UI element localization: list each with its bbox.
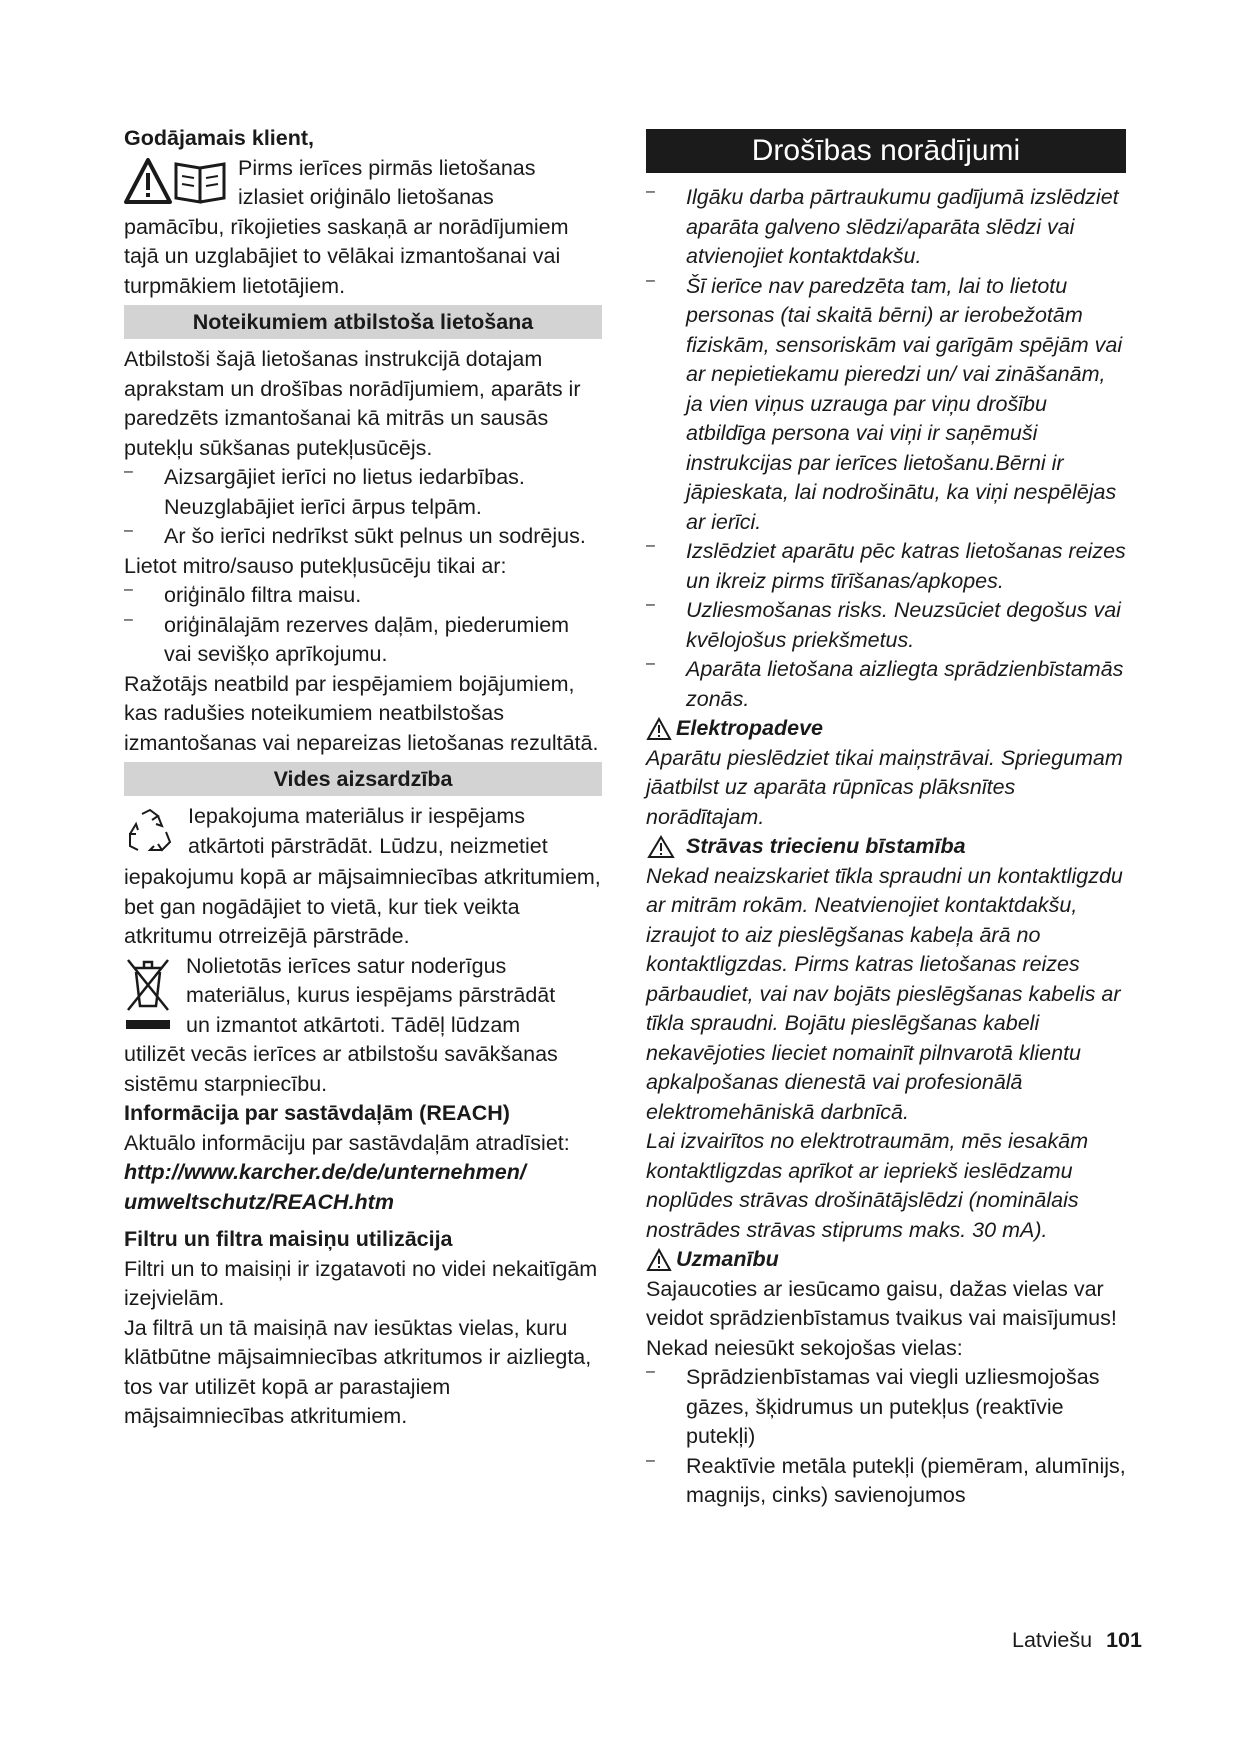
- recycle-text: iepakojumu kopā ar mājsaimniecības atkritumiem, bet gan nogādājiet to vietā, kur tiek veikta atkritumu otrreizējā pārstrāde.: [124, 865, 601, 948]
- weee-line-3: un izmantot atkārtoti. Tādēļ lūdzam: [186, 1012, 521, 1037]
- intro-text: pamācību, rīkojieties saskaņā ar norādījumiem tajā un uzglabājiet to vēlākai izmantošanai vai turpmākiem lietotājiem.: [124, 214, 569, 298]
- recycling-block: [124, 802, 602, 863]
- section-title-safety: Drošības norādījumi: [646, 129, 1126, 173]
- weee-text: utilizēt vecās ierīces ar atbilstošu savākšanas sistēmu starpniecību.: [124, 1042, 558, 1096]
- list-item: – Sprādzienbīstamas vai viegli uzliesmojošas gāzes, šķidrumus un putekļus (reaktīvie putekļi): [646, 1363, 1100, 1448]
- reach-heading: Informācija par sastāvdaļām (REACH): [124, 1101, 510, 1125]
- list-item: – oriģinālo filtra maisu.: [124, 581, 362, 607]
- electric-shock-text-2: Lai izvairītos no elektrotraumām, mēs iesakām kontaktligzdas aprīkot ar iepriekš ieslēdzamu noplūdes strāvas drošinātājslēdzi (nominālais nostrādes strāvas stiprums maks. 30 mA).: [646, 1129, 1089, 1242]
- greeting: Godājamais klient,: [124, 126, 314, 150]
- intended-use-paragraph: Atbilstoši šajā lietošanas instrukcijā dotajam aprakstam un drošības norādījumiem, aparāts ir paredzēts izmantošanai kā mitrās un sausās putekļu sūkšanas putekļusūcējs.: [124, 347, 581, 460]
- section-title-environment: Vides aizsardzība: [124, 762, 602, 796]
- left-column: [124, 124, 602, 1432]
- recycle-icon: [124, 806, 176, 863]
- electric-supply-text: Aparātu pieslēdziet tikai maiņstrāvai. Spriegumam jāatbilst uz aparāta rūpnīcas plāksnītes norādītajam.: [646, 745, 1123, 829]
- list-item: – Reaktīvie metāla putekļi (piemēram, alumīnijs, magnijs, cinks) savienojumos: [646, 1451, 1126, 1507]
- recycle-line-2: atkārtoti pārstrādāt. Lūdzu, neizmetiet: [188, 833, 548, 858]
- reach-url-line-2[interactable]: umweltschutz/REACH.htm: [124, 1189, 394, 1214]
- crossed-bin-icon: [124, 954, 172, 1039]
- warning-icon: [646, 835, 676, 859]
- intended-use-paragraph-2: Lietot mitro/sauso putekļusūcēju tikai ar:: [124, 553, 507, 578]
- list-item: – Aparāta lietošana aizliegta sprādzienbīstamās zonās.: [646, 655, 1124, 711]
- warning-icon: [646, 1248, 672, 1272]
- right-column: [646, 124, 1126, 1511]
- weee-line-1: Nolietotās ierīces satur noderīgus: [186, 953, 507, 978]
- electric-shock-heading: Strāvas triecienu bīstamība: [646, 832, 1126, 862]
- list-item: – Ar šo ierīci nedrīkst sūkt pelnus un sodrējus.: [124, 522, 586, 548]
- electric-shock-text: Nekad neaizskariet tīkla spraudni un kontaktligzdu ar mitrām rokām. Neatvienojiet kontaktdakšu, izraujot to aiz pieslēgšanas kabeļa ārā no kontaktligzdas. Pirms katras lietošanas reizes pārbaudiet, vai nav bojāts pieslēgšanas kabelis ar tīkla spraudni. Bojātu pieslēgšanas kabeli nekavējoties lieciet nomainīt pilnvarotā klientu apkalpošanas dienestā vai profesionālā elektromehāniskā darbnīcā.: [646, 863, 1123, 1124]
- intro-block: [124, 154, 602, 213]
- list-item: – Aizsargājiet ierīci no lietus iedarbības. Neuzglabājiet ierīci ārpus telpām.: [124, 463, 525, 519]
- warning-manual-icon: [124, 156, 230, 211]
- filter-disposal-heading: Filtru un filtra maisiņu utilizācija: [124, 1227, 453, 1251]
- list-item: – oriģinālajām rezerves daļām, piederumiem vai sevišķo aprīkojumu.: [124, 610, 570, 666]
- list-item: – Šī ierīce nav paredzēta tam, lai to lietotu personas (tai skaitā bērni) ar ierobežotām fiziskām, sensoriskām vai garīgām spējām vai ar nepietiekamu pieredzi un/ vai zināšanām, ja vien viņus uzrauga par viņu drošību atbildīga persona vai viņi ir saņēmuši instrukcijas par ierīces lietošanu.Bērni ir jāpieskata, lai nodrošinātu, ka viņi nespēlējas ar ierīci.: [646, 271, 1123, 534]
- list-item: – Ilgāku darba pārtraukumu gadījumā izslēdziet aparāta galveno slēdzi/aparāta slēdzi vai atvienojiet kontaktdakšu.: [646, 183, 1119, 268]
- intro-line-1: Pirms ierīces pirmās lietošanas: [238, 155, 536, 180]
- reach-url-line-1[interactable]: http://www.karcher.de/de/unternehmen/: [124, 1160, 526, 1184]
- warning-icon: [646, 717, 672, 741]
- list-item: – Uzliesmošanas risks. Neuzsūciet degošus vai kvēlojošus priekšmetus.: [646, 596, 1121, 652]
- filter-disposal-paragraph-1: Filtri un to maisiņi ir izgatavoti no videi nekaitīgām izejvielām.: [124, 1256, 598, 1310]
- page-footer: [1012, 1625, 1142, 1655]
- weee-block: [124, 952, 602, 1041]
- manufacturer-liability-paragraph: Ražotājs neatbild par iespējamiem bojājumiem, kas radušies noteikumiem neatbilstošas izmantošanas vai nepareizas lietošanas rezultātā.: [124, 671, 599, 755]
- intro-line-2: izlasiet oriģinālo lietošanas: [238, 185, 494, 209]
- caution-heading: Uzmanību: [646, 1245, 1126, 1275]
- filter-disposal-paragraph-2: Ja filtrā un tā maisiņā nav iesūktas vielas, kuru klātbūtne mājsaimniecības atkritumos ir aizliegta, tos var utilizēt kopā ar parastajiem mājsaimniecības atkritumiem.: [124, 1315, 592, 1428]
- footer-language: Latviešu: [1012, 1628, 1093, 1652]
- electric-supply-heading: Elektropadeve: [646, 714, 1126, 744]
- section-title-intended-use: Noteikumiem atbilstoša lietošana: [124, 305, 602, 339]
- list-item: – Izslēdziet aparātu pēc katras lietošanas reizes un ikreiz pirms tīrīšanas/apkopes.: [646, 537, 1126, 593]
- reach-text: Aktuālo informāciju par sastāvdaļām atradīsiet:: [124, 1130, 570, 1155]
- caution-paragraph-2: Nekad neiesūkt sekojošas vielas:: [646, 1335, 963, 1360]
- weee-line-2: materiālus, kurus iespējams pārstrādāt: [186, 983, 556, 1007]
- page-number: 101: [1106, 1628, 1142, 1652]
- caution-paragraph-1: Sajaucoties ar iesūcamo gaisu, dažas vielas var veidot sprādzienbīstamus tvaikus vai maisījumus!: [646, 1276, 1117, 1330]
- recycle-line-1: Iepakojuma materiālus ir iespējams: [188, 804, 525, 828]
